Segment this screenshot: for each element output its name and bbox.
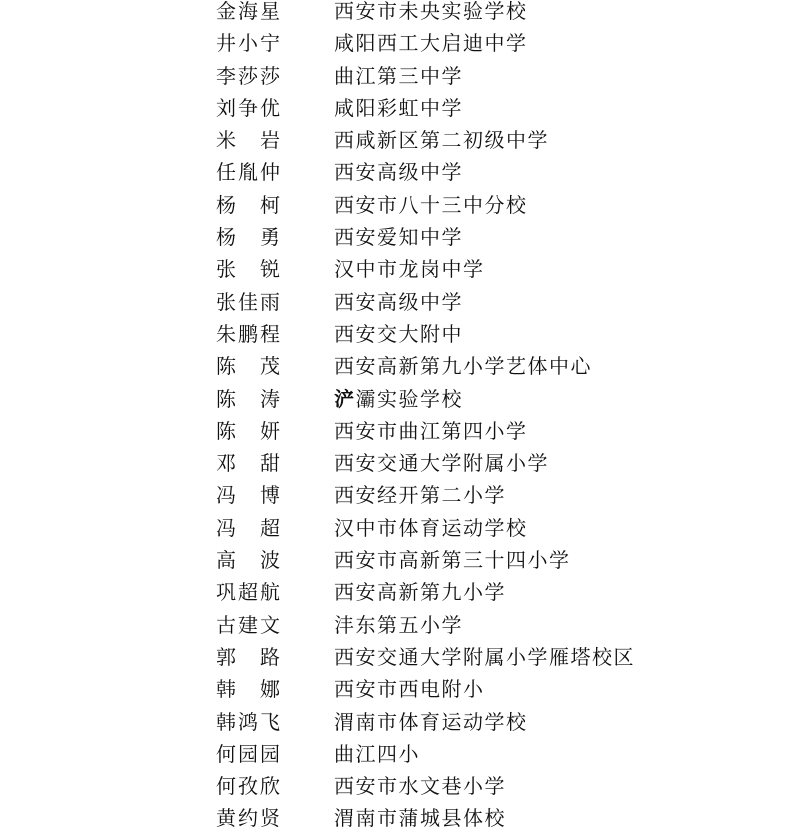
list-item bbox=[0, 221, 800, 253]
organization: 西安交大附中 bbox=[334, 321, 463, 346]
person-name: 何孜欣 bbox=[216, 774, 280, 799]
person-name: 韩 娜 bbox=[216, 677, 280, 702]
person-name: 杨 勇 bbox=[216, 225, 280, 250]
person-name: 杨 柯 bbox=[216, 192, 280, 217]
organization: 西安交通大学附属小学雁塔校区 bbox=[334, 644, 635, 669]
person-name: 李莎莎 bbox=[216, 63, 280, 88]
organization: 西安爱知中学 bbox=[334, 225, 463, 250]
organization: 渭南市体育运动学校 bbox=[334, 709, 528, 734]
organization: 西安经开第二小学 bbox=[334, 483, 506, 508]
list-item bbox=[0, 92, 800, 124]
person-name: 陈 涛 bbox=[216, 386, 280, 411]
list-item bbox=[0, 544, 800, 576]
organization: 西安高级中学 bbox=[334, 289, 463, 314]
organization: 汉中市龙岗中学 bbox=[334, 257, 485, 282]
list-item bbox=[0, 609, 800, 641]
organization: 西安交通大学附属小学 bbox=[334, 451, 549, 476]
list-item bbox=[0, 189, 800, 221]
list-item bbox=[0, 706, 800, 738]
organization: 西安高新第九小学艺体中心 bbox=[334, 354, 592, 379]
list-item bbox=[0, 286, 800, 318]
organization-first-char: 浐 bbox=[334, 386, 356, 411]
organization: 西安市水文巷小学 bbox=[334, 774, 506, 799]
list-item bbox=[0, 802, 800, 834]
person-name: 陈 妍 bbox=[216, 418, 280, 443]
organization bbox=[334, 383, 463, 415]
person-name: 冯 超 bbox=[216, 515, 280, 540]
list-item bbox=[0, 383, 800, 415]
organization: 西安市西电附小 bbox=[334, 677, 485, 702]
list-item bbox=[0, 253, 800, 285]
organization: 曲江四小 bbox=[334, 741, 420, 766]
list-item bbox=[0, 156, 800, 188]
list-item bbox=[0, 479, 800, 511]
person-name: 金海星 bbox=[216, 0, 280, 23]
list-item bbox=[0, 415, 800, 447]
organization: 西安高级中学 bbox=[334, 160, 463, 185]
person-name: 郭 路 bbox=[216, 644, 280, 669]
person-name: 黄约贤 bbox=[216, 806, 280, 831]
person-name: 任胤仲 bbox=[216, 160, 280, 185]
person-name: 巩超航 bbox=[216, 580, 280, 605]
list-item bbox=[0, 350, 800, 382]
person-name: 何园园 bbox=[216, 741, 280, 766]
organization-rest: 灞实验学校 bbox=[355, 386, 463, 411]
person-name: 朱鹏程 bbox=[216, 321, 280, 346]
organization: 咸阳西工大启迪中学 bbox=[334, 31, 528, 56]
person-name: 刘争优 bbox=[216, 95, 280, 120]
person-name: 张佳雨 bbox=[216, 289, 280, 314]
organization: 西安市未央实验学校 bbox=[334, 0, 528, 23]
list-item bbox=[0, 673, 800, 705]
organization: 沣东第五小学 bbox=[334, 612, 463, 637]
list-item bbox=[0, 60, 800, 92]
person-name: 古建文 bbox=[216, 612, 280, 637]
list-item bbox=[0, 576, 800, 608]
organization: 西咸新区第二初级中学 bbox=[334, 128, 549, 153]
list-item bbox=[0, 0, 800, 27]
organization: 咸阳彩虹中学 bbox=[334, 95, 463, 120]
list-item bbox=[0, 512, 800, 544]
list-item bbox=[0, 738, 800, 770]
organization: 渭南市蒲城县体校 bbox=[334, 806, 506, 831]
person-name: 张 锐 bbox=[216, 257, 280, 282]
organization: 西安市曲江第四小学 bbox=[334, 418, 528, 443]
list-item bbox=[0, 27, 800, 59]
organization: 西安市高新第三十四小学 bbox=[334, 548, 571, 573]
person-name: 邓 甜 bbox=[216, 451, 280, 476]
person-name: 冯 博 bbox=[216, 483, 280, 508]
list-item bbox=[0, 770, 800, 802]
list-item bbox=[0, 318, 800, 350]
list-item bbox=[0, 641, 800, 673]
list-item bbox=[0, 124, 800, 156]
person-name: 高 波 bbox=[216, 548, 280, 573]
organization: 曲江第三中学 bbox=[334, 63, 463, 88]
organization: 西安高新第九小学 bbox=[334, 580, 506, 605]
list-item bbox=[0, 447, 800, 479]
person-name: 陈 茂 bbox=[216, 354, 280, 379]
person-name: 米 岩 bbox=[216, 128, 280, 153]
organization: 汉中市体育运动学校 bbox=[334, 515, 528, 540]
person-name: 韩鸿飞 bbox=[216, 709, 280, 734]
person-name: 井小宁 bbox=[216, 31, 280, 56]
organization: 西安市八十三中分校 bbox=[334, 192, 528, 217]
